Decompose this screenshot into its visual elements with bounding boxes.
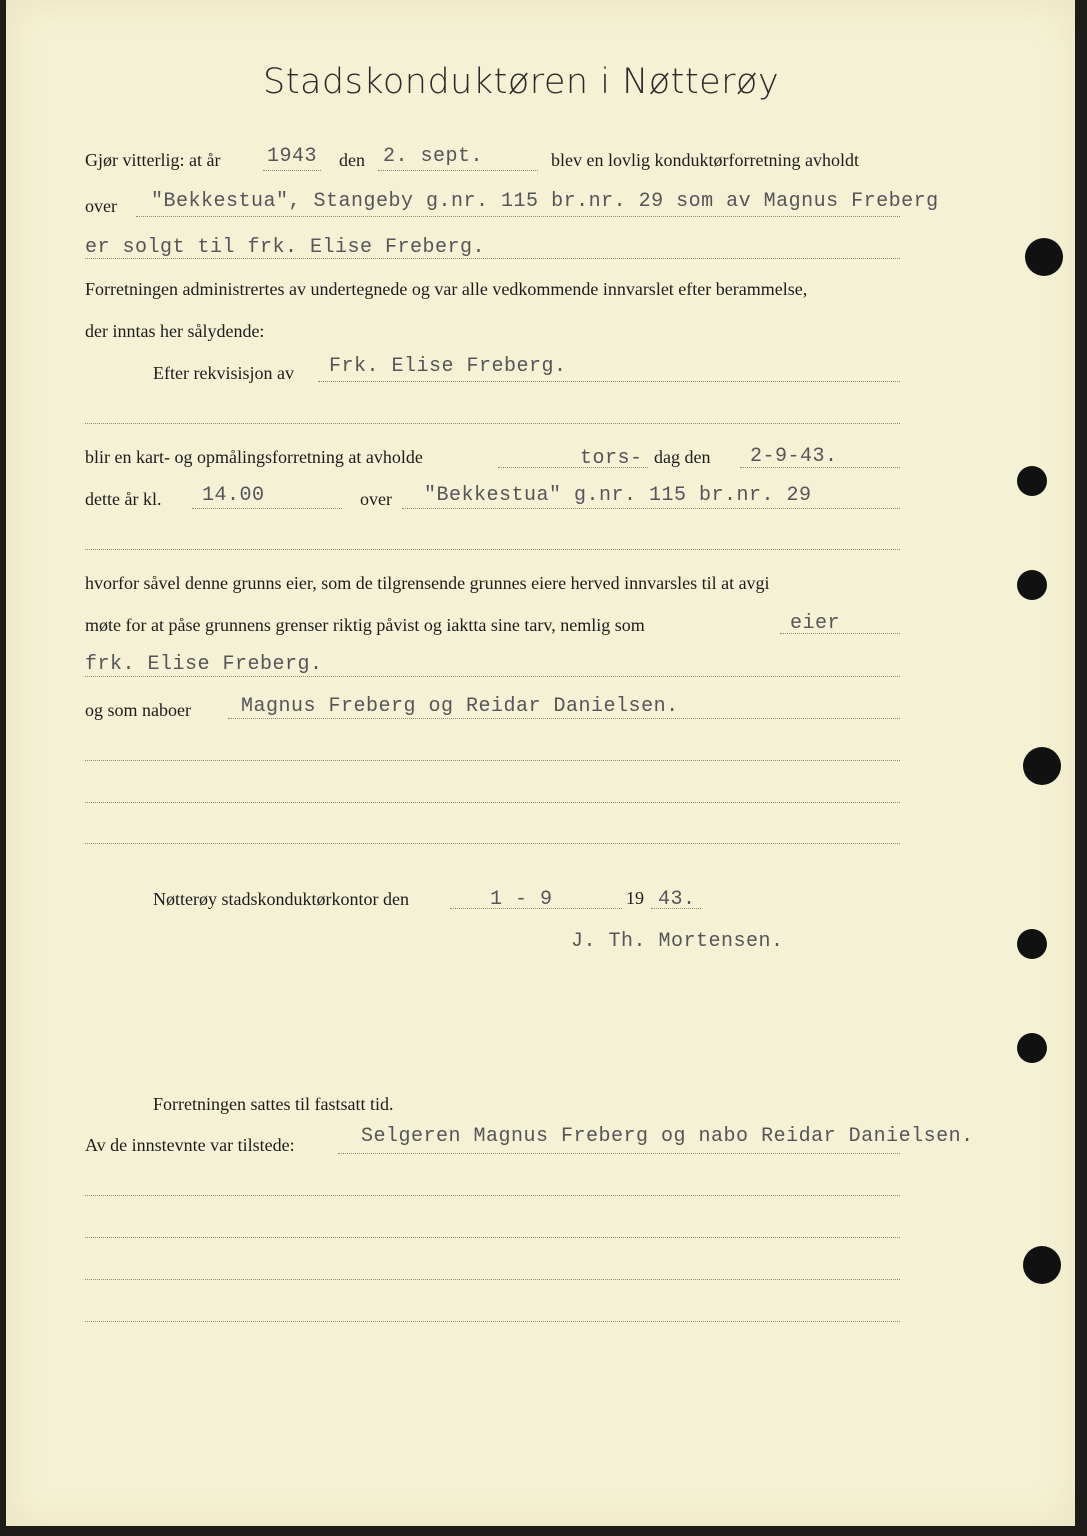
dotted-line	[85, 802, 900, 803]
notice-text-2: møte for at påse grunnens grenser riktig påvist og iaktta sine tarv, nemlig som	[85, 615, 645, 635]
label-kart-forretning: blir en kart- og opmålingsforretning at avholde	[85, 447, 423, 467]
label-dette-ar: dette år kl.	[85, 489, 162, 509]
year-prefix: 19	[626, 888, 644, 908]
dotted-line	[85, 760, 900, 761]
neighbors-field: Magnus Freberg og Reidar Danielsen.	[241, 695, 679, 718]
dotted-line	[780, 633, 900, 634]
dotted-line	[263, 170, 321, 171]
year-field: 1943	[267, 145, 318, 168]
document-page	[6, 0, 1075, 1526]
dotted-line	[402, 508, 900, 509]
property-line-1: "Bekkestua", Stangeby g.nr. 115 br.nr. 29 som av Magnus Freberg	[151, 190, 939, 213]
punch-hole	[1017, 1033, 1047, 1063]
punch-hole	[1023, 1246, 1061, 1284]
requisition-by: Frk. Elise Freberg.	[329, 355, 567, 378]
dotted-line	[498, 467, 648, 468]
label-blev: blev en lovlig konduktørforretning avholdt	[551, 150, 859, 170]
dotted-line	[85, 1237, 900, 1238]
present-field: Selgeren Magnus Freberg og nabo Reidar Danielsen.	[361, 1125, 974, 1148]
dotted-line	[85, 1321, 900, 1322]
date-field: 2. sept.	[383, 145, 484, 168]
label-dag-den: dag den	[654, 447, 711, 467]
dotted-line	[651, 908, 701, 909]
label-gjor-vitterlig: Gjør vitterlig: at år	[85, 150, 221, 170]
dotted-line	[136, 216, 900, 217]
dotted-line	[85, 1279, 900, 1280]
label-tilstede: Av de innstevnte var tilstede:	[85, 1135, 295, 1155]
signer-name: J. Th. Mortensen.	[571, 930, 784, 953]
punch-hole	[1023, 747, 1061, 785]
dotted-line	[378, 170, 538, 171]
meeting-property: "Bekkestua" g.nr. 115 br.nr. 29	[424, 484, 812, 507]
notice-text-1: hvorfor såvel denne grunns eier, som de tilgrensende grunnes eiere herved innvarsles til at avgi	[85, 573, 770, 593]
label-over: over	[85, 196, 117, 216]
inntas-text: der inntas her sålydende:	[85, 321, 265, 341]
document-title: Stadskonduktøren i Nøtterøy	[263, 62, 780, 102]
property-line-2: er solgt til frk. Elise Freberg.	[85, 236, 486, 259]
meeting-time: 14.00	[202, 484, 265, 507]
dotted-line	[318, 381, 900, 382]
punch-hole	[1017, 466, 1047, 496]
label-over-2: over	[360, 489, 392, 509]
dotted-line	[338, 1153, 900, 1154]
punch-hole	[1025, 238, 1063, 276]
dotted-line	[740, 467, 900, 468]
punch-hole	[1017, 570, 1047, 600]
dotted-line	[85, 676, 900, 677]
weekday-field: tors-	[580, 447, 643, 470]
meeting-date: 2-9-43.	[750, 445, 838, 468]
signature-date: 1 - 9	[490, 888, 553, 911]
role-field: eier	[790, 612, 841, 635]
admin-text: Forretningen administrertes av undertegnede og var alle vedkommende innvarslet efter berammelse,	[85, 279, 808, 299]
label-den: den	[339, 150, 365, 170]
label-sattes: Forretningen sattes til fastsatt tid.	[153, 1094, 394, 1114]
dotted-line	[85, 423, 900, 424]
owner-field: frk. Elise Freberg.	[85, 653, 323, 676]
dotted-line	[85, 843, 900, 844]
label-rekvisisjon: Efter rekvisisjon av	[153, 363, 294, 383]
dotted-line	[85, 1195, 900, 1196]
dotted-line	[85, 258, 900, 259]
label-naboer: og som naboer	[85, 700, 191, 720]
label-office: Nøtterøy stadskonduktørkontor den	[153, 889, 409, 909]
punch-hole	[1017, 929, 1047, 959]
dotted-line	[450, 908, 622, 909]
dotted-line	[85, 549, 900, 550]
dotted-line	[228, 718, 900, 719]
dotted-line	[192, 508, 342, 509]
year-suffix: 43.	[658, 888, 696, 911]
